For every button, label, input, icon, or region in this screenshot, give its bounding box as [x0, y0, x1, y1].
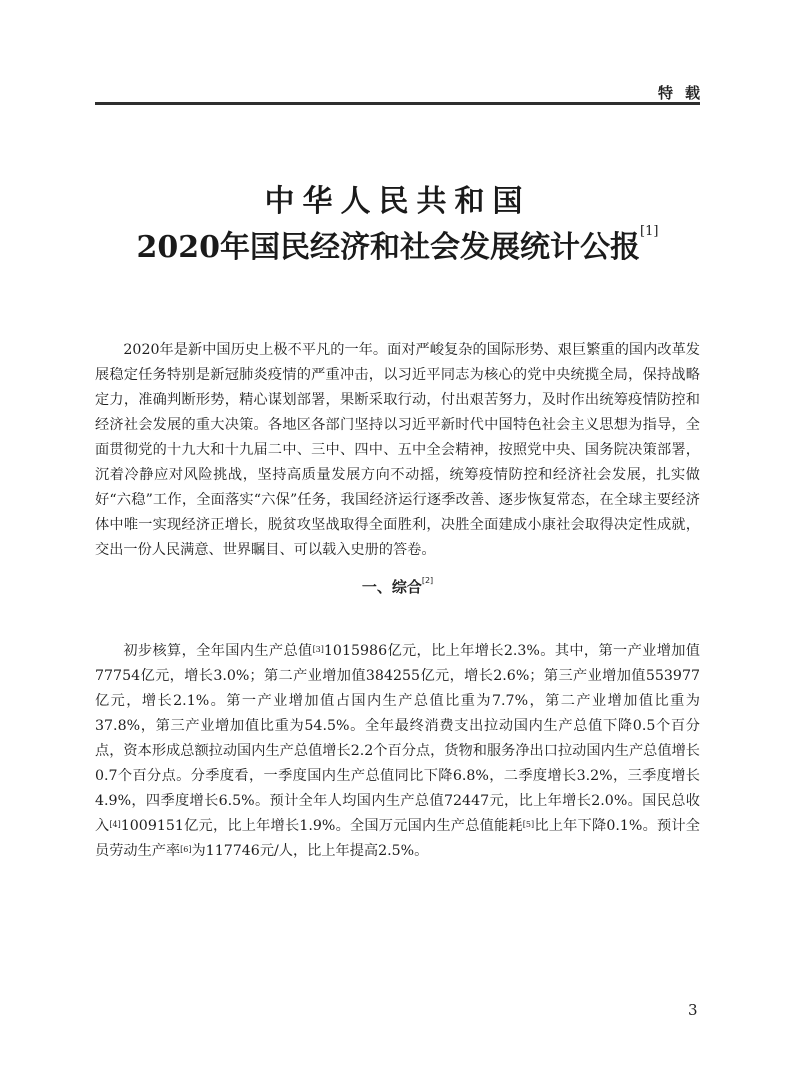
- footnote-ref[interactable]: [2]: [421, 576, 434, 585]
- page-number: 3: [688, 1001, 698, 1019]
- section-paragraph: [95, 639, 700, 864]
- running-head-label: 特载: [657, 84, 712, 102]
- footnote-ref[interactable]: [3]: [312, 645, 324, 655]
- footnote-ref[interactable]: [6]: [180, 845, 192, 855]
- text-run: 为117746元/人，比上年提高2.5%。: [191, 843, 429, 860]
- footnote-ref[interactable]: [5]: [522, 820, 535, 830]
- text-run: 初步核算，全年国内生产总值: [123, 643, 313, 660]
- title-text: 2020年国民经济和社会发展统计公报: [136, 230, 641, 265]
- intro-paragraph: 2020年是新中国历史上极不平凡的一年。面对严峻复杂的国际形势、艰巨繁重的国内改革发展稳定任务特别是新冠肺炎疫情的严重冲击，以习近平同志为核心的党中央统揽全局，保持战略定力，准确判断形势，精心谋划部署，果断采取行动，付出艰苦努力，及时作出统筹疫情防控和经济社会发展的重大决策。各地区各部门坚持以习近平新时代中国特色社会主义思想为指导，全面贯彻党的十九大和十九届二中、三中、四中、五中全会精神，按照党中央、国务院决策部署，沉着冷静应对风险挑战，坚持高质量发展方向不动摇，统筹疫情防控和经济社会发展，扎实做好“六稳”工作，全面落实“六保”任务，我国经济运行逐季改善、逐步恢复常态，在全球主要经济体中唯一实现经济正增长，脱贫攻坚战取得全面胜利，决胜全面建成小康社会取得决定性成就，交出一份人民满意、世界瞩目、可以载入史册的答卷。: [95, 342, 700, 559]
- text-run: 1009151亿元，比上年增长1.9%。全国万元国内生产总值能耗: [120, 818, 523, 835]
- text-run: 1015986亿元，比上年增长2.3%。其中，第一产业增加值77754亿元，增长3.0%；第二产业增加值384255亿元，增长2.6%；第三产业增加值553977亿元，增长2.1%。第一产业增加值占国内生产总值比重为7.7%，第二产业增加值比重为37.8%，第三产业增加值比重为54.5%。全年最终消费支出拉动国内生产总值下降0.5个百分点，资本形成总额拉动国内生产总值增长2.2个百分点，货物和服务净出口拉动国内生产总值增长0.7个百分点。分季度看，一季度国内生产总值同比下降6.8%，二季度增长3.2%，三季度增长4.9%，四季度增长6.5%。预计全年人均国内生产总值72447元，比上年增长2.0%。国民总收入: [95, 643, 700, 835]
- footnote-ref[interactable]: [4]: [109, 820, 121, 830]
- footnote-ref[interactable]: [1]: [640, 224, 659, 239]
- title-line-1: 中华人民共和国: [264, 184, 531, 219]
- section-heading-text: 一、综合: [361, 578, 422, 596]
- section-heading: [95, 576, 700, 597]
- text-run: 比上年下降0.1%。预计全员劳动生产率: [95, 818, 700, 860]
- running-head: [95, 82, 712, 105]
- title-line-2: [95, 222, 700, 266]
